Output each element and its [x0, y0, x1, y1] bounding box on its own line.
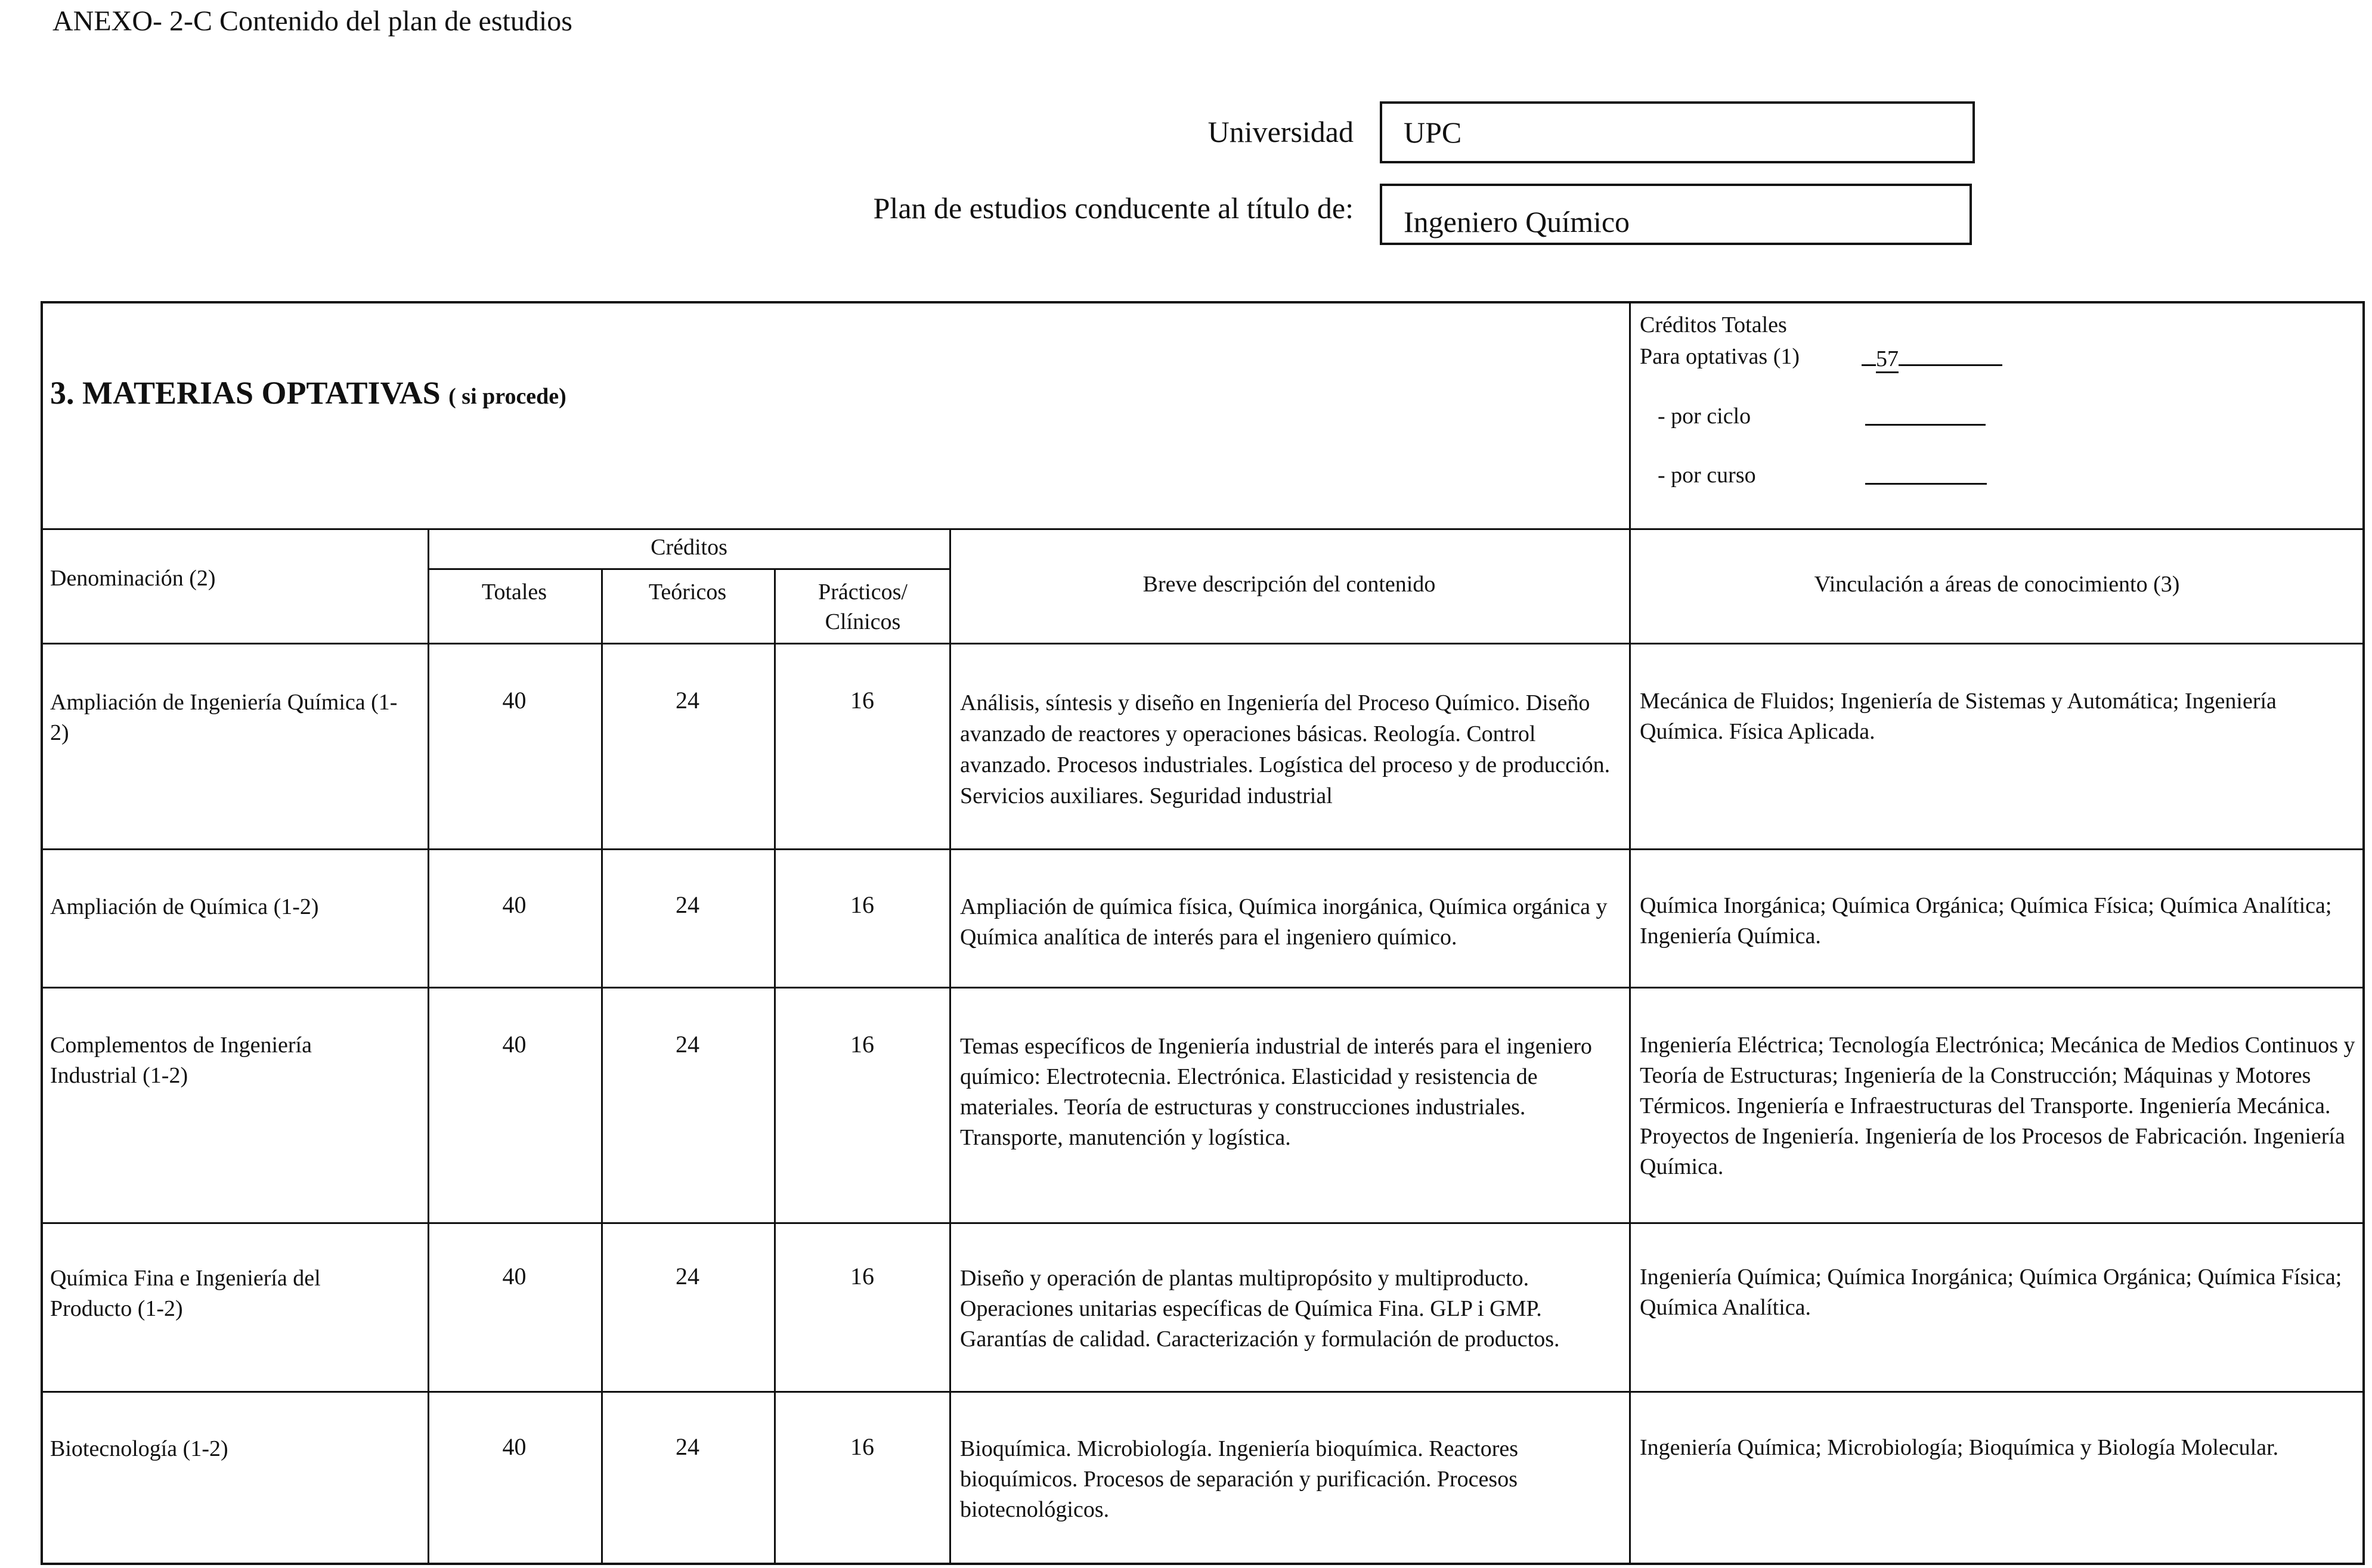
row-4-teoricos: 24 — [676, 1263, 699, 1290]
row-divider — [41, 848, 2365, 850]
col-divider-teoricos — [601, 568, 603, 1565]
row-4-description: Diseño y operación de plantas multipropósito y multiproducto. Operaciones unitarias específicas de Química Fina. GLP i GMP. Garantías de calidad. Caracterización y formulación de productos. — [960, 1266, 1560, 1352]
university-field — [1380, 101, 1975, 163]
credits-totals-label: Créditos Totales — [1640, 312, 1787, 337]
por-curso-blank — [1865, 483, 1987, 485]
row-5-totales: 40 — [502, 1433, 527, 1460]
optativas-label: Para optativas (1) — [1640, 344, 1800, 369]
row-4-totales: 40 — [502, 1263, 527, 1290]
row-5-practicos: 16 — [850, 1433, 874, 1460]
section-title-text: 3. MATERIAS OPTATIVAS — [50, 375, 441, 411]
row-divider — [41, 987, 2365, 988]
row-2-practicos: 16 — [850, 891, 874, 918]
row-4-practicos: 16 — [850, 1263, 874, 1290]
header-denominacion: Denominación (2) — [50, 566, 216, 591]
row-3-totales: 40 — [502, 1031, 527, 1058]
credits-subheader-divider — [428, 568, 950, 570]
plan-label: Plan de estudios conducente al título de: — [873, 191, 1354, 225]
university-value: UPC — [1404, 116, 1462, 149]
header-descripcion: Breve descripción del contenido — [1142, 572, 1436, 597]
header-divider — [41, 528, 2365, 530]
row-1-teoricos: 24 — [676, 687, 699, 714]
row-divider — [41, 1222, 2365, 1224]
row-5-areas: Ingeniería Química; Microbiología; Bioquímica y Biología Molecular. — [1640, 1435, 2279, 1460]
row-5-teoricos: 24 — [676, 1433, 699, 1460]
row-3-teoricos: 24 — [676, 1031, 699, 1058]
row-1-name: Ampliación de Ingeniería Química (1-2) — [50, 690, 398, 745]
row-5-description: Bioquímica. Microbiología. Ingeniería bioquímica. Reactores bioquímicos. Procesos de separación y purificación. Procesos biotecnológicos. — [960, 1436, 1519, 1522]
row-2-areas: Química Inorgánica; Química Orgánica; Química Física; Química Analítica; Ingeniería Química. — [1640, 893, 2332, 949]
header-practicos: Prácticos/ Clínicos — [818, 580, 908, 634]
row-1-practicos: 16 — [850, 687, 874, 714]
header-totales: Totales — [481, 580, 547, 605]
row-2-teoricos: 24 — [676, 891, 699, 918]
row-2-totales: 40 — [502, 891, 527, 918]
row-divider — [41, 1391, 2365, 1393]
row-1-totales: 40 — [502, 687, 527, 714]
col-divider-areas — [1629, 301, 1631, 1565]
row-3-name: Complementos de Ingeniería Industrial (1-2) — [50, 1033, 312, 1088]
header-teoricos: Teóricos — [648, 580, 727, 605]
row-2-name: Ampliación de Química (1-2) — [50, 894, 319, 919]
plan-field — [1380, 184, 1972, 245]
row-5-name: Biotecnología (1-2) — [50, 1436, 228, 1461]
row-1-areas: Mecánica de Fluidos; Ingeniería de Sistemas y Automática; Ingeniería Química. Física Aplicada. — [1640, 689, 2277, 744]
por-ciclo-label: - por ciclo — [1658, 404, 1751, 429]
row-4-areas: Ingeniería Química; Química Inorgánica; Química Orgánica; Química Física; Química Analítica. — [1640, 1265, 2342, 1320]
row-1-description: Análisis, síntesis y diseño en Ingeniería del Proceso Químico. Diseño avanzado de reactores y operaciones básicas. Reología. Control avanzado. Procesos industriales. Logística del proceso y de producción. Servicios auxiliares. Seguridad industrial — [960, 690, 1611, 808]
row-4-name: Química Fina e Ingeniería del Producto (1-2) — [50, 1266, 321, 1321]
por-curso-label: - por curso — [1658, 463, 1756, 488]
optativas-field — [1862, 342, 2002, 374]
por-ciclo-blank — [1865, 424, 1986, 426]
section-title-note: ( si procede) — [448, 384, 566, 409]
row-2-description: Ampliación de química física, Química inorgánica, Química orgánica y Química analítica de interés para el ingeniero químico. — [960, 894, 1608, 950]
col-divider-practicos — [774, 568, 776, 1565]
plan-value: Ingeniero Químico — [1404, 204, 1630, 238]
section-title — [50, 374, 566, 411]
row-3-description: Temas específicos de Ingeniería industrial de interés para el ingeniero químico: Electrotecnia. Electrónica. Elasticidad y resistencia de materiales. Teoría de estructuras y construcciones industriales. Transporte, manutención y logística. — [960, 1034, 1592, 1150]
row-3-areas: Ingeniería Eléctrica; Tecnología Electrónica; Mecánica de Medios Continuos y Teoría de Estructuras; Ingeniería de la Construcción; Máquinas y Motores Térmicos. Ingeniería e Infraestructuras del Transporte. Ingeniería Mecánica. Proyectos de Ingeniería. Ingeniería de los Procesos de Fabricación. Ingeniería Química. — [1640, 1033, 2355, 1179]
optativas-value: 57 — [1876, 346, 1899, 373]
university-label: Universidad — [1207, 115, 1354, 148]
header-creditos: Créditos — [651, 535, 727, 560]
row-3-practicos: 16 — [850, 1031, 874, 1058]
header-vinculacion: Vinculación a áreas de conocimiento (3) — [1814, 572, 2180, 597]
column-header-bottom — [41, 643, 2365, 644]
annex-title: ANEXO- 2-C Contenido del plan de estudios — [52, 5, 572, 37]
